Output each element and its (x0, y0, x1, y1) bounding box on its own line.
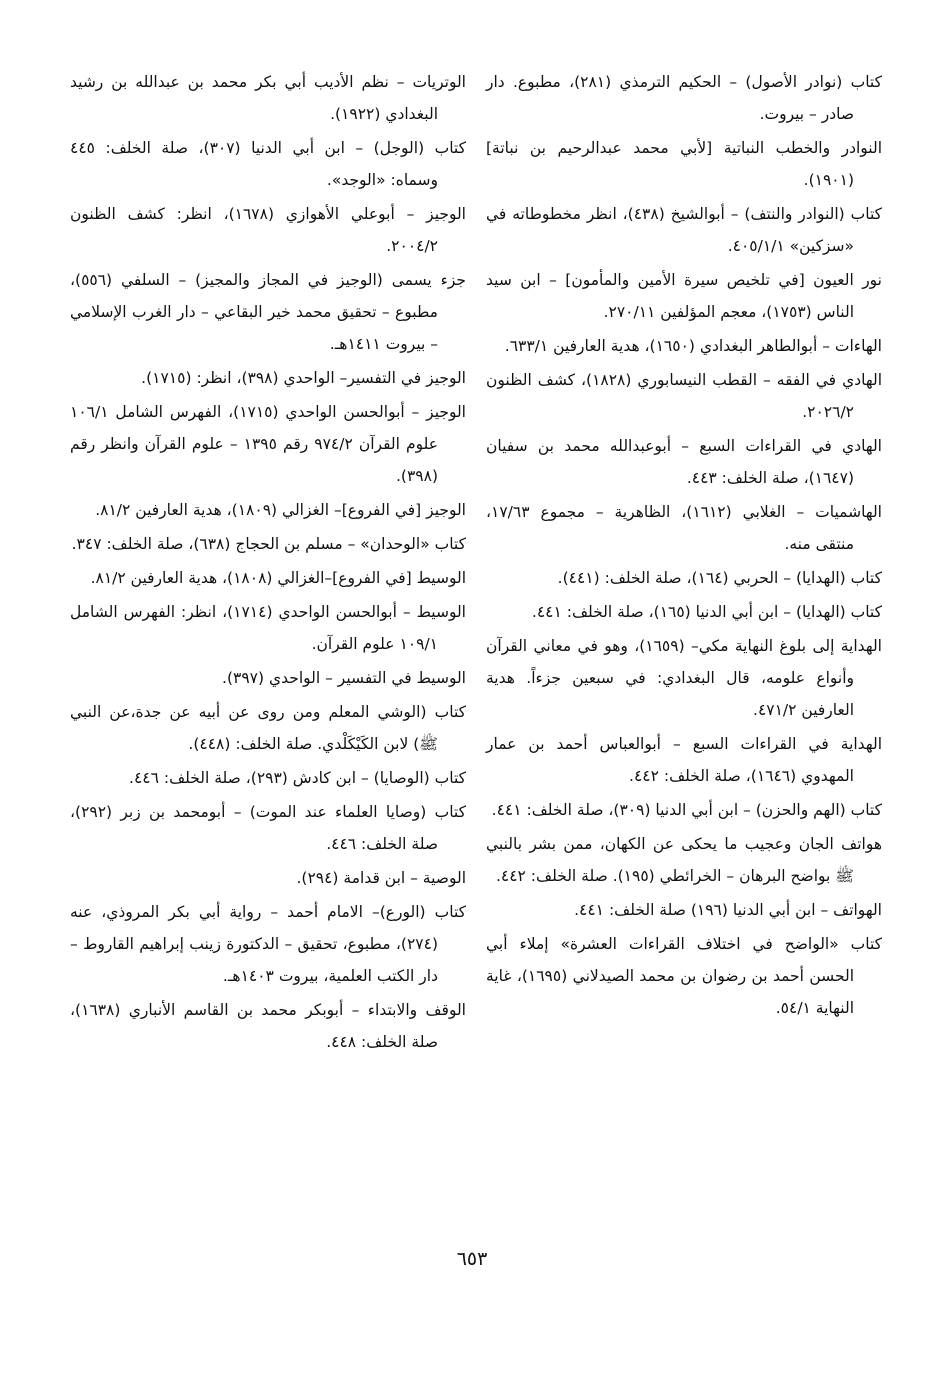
bibliography-entry: جزء يسمى (الوجيز في المجاز والمجيز) – السلفي (٥٥٦)، مطبوع – تحقيق محمد خير البقاعي – دار الغرب الإسلامي – بيروت ١٤١١هـ. (70, 271, 466, 353)
bibliography-entry: الهداية إلى بلوغ النهاية مكي– (١٦٥٩)، وهو في معاني القرآن وأنواع علومه، قال البغدادي: في سبعين جزءاً. هدية العارفين ٤٧١/٢. (486, 637, 882, 719)
bibliography-entry: الوجيز في التفسير– الواحدي (٣٩٨)، انظر: (١٧١٥). (141, 369, 466, 387)
bibliography-entry: الوسيط – أبوالحسن الواحدي (١٧١٤)، انظر: الفهرس الشامل ١٠٩/١ علوم القرآن. (70, 603, 466, 653)
bibliography-entry: الوجيز – أبوعلي الأهوازي (١٦٧٨)، انظر: كشف الظنون ٢٠٠٤/٢. (70, 205, 466, 255)
page-body (70, 66, 882, 1246)
bibliography-entry: الوسيط في التفسير – الواحدي (٣٩٧). (222, 669, 466, 687)
bibliography-entry: الهاءات – أبوالطاهر البغدادي (١٦٥٠)، هدية العارفين ٦٣٣/١. (504, 337, 882, 355)
bibliography-entry: كتاب (نوادر الأصول) – الحكيم الترمذي (٢٨١)، مطبوع. دار صادر – بيروت. (486, 73, 882, 123)
bibliography-entry: الهاشميات – الغلابي (١٦١٢)، الظاهرية – مجموع ١٧/٦٣، منتقى منه. (486, 503, 882, 553)
bibliography-entry: كتاب (الهم والحزن) – ابن أبي الدنيا (٣٠٩)، صلة الخلف: ٤٤١. (491, 801, 882, 819)
bibliography-entry: الهواتف – ابن أبي الدنيا (١٩٦) صلة الخلف: ٤٤١. (574, 901, 882, 919)
bibliography-entry: كتاب «الواضح في اختلاف القراءات العشرة» إملاء أبي الحسن أحمد بن رضوان بن محمد الصيدلاني (١٦٩٥)، غاية النهاية ٥٤/١. (486, 935, 882, 1017)
bibliography-entry: الهادي في القراءات السبع – أبوعبدالله محمد بن سفيان (١٦٤٧)، صلة الخلف: ٤٤٣. (486, 437, 882, 487)
bibliography-entry: الوسيط [في الفروع]–الغزالي (١٨٠٨)، هدية العارفين ٨١/٢. (90, 569, 466, 587)
bibliography-entry: كتاب (الوجل) – ابن أبي الدنيا (٣٠٧)، صلة الخلف: ٤٤٥ وسماه: «الوجد». (70, 139, 466, 189)
bibliography-entry: هواتف الجان وعجيب ما يحكى عن الكهان، ممن بشر بالنبي ﷺ بواضح البرهان – الخرائطي (١٩٥). صلة الخلف: ٤٤٢. (486, 835, 882, 885)
bibliography-entry: الوقف والابتداء – أبوبكر محمد بن القاسم الأنباري (١٦٣٨)، صلة الخلف: ٤٤٨. (70, 1001, 466, 1051)
bibliography-entry: كتاب (الورع)– الامام أحمد – رواية أبي بكر المروذي، عنه (٢٧٤)، مطبوع، تحقيق – الدكتورة زينب إبراهيم القاروط – دار الكتب العلمية، بيروت ١٤٠٣هـ. (70, 903, 466, 985)
bibliography-entry: كتاب (الهدايا) – الحربي (١٦٤)، صلة الخلف: (٤٤١). (557, 569, 882, 587)
bibliography-entry: كتاب (الوصايا) – ابن كادش (٢٩٣)، صلة الخلف: ٤٤٦. (129, 769, 466, 787)
bibliography-entry: كتاب (وصايا العلماء عند الموت) – أبومحمد بن زبر (٢٩٢)، صلة الخلف: ٤٤٦. (70, 803, 466, 853)
bibliography-entry: الوتريات – نظم الأديب أبي بكر محمد بن عبدالله بن رشيد البغدادي (١٩٢٢). (70, 73, 466, 123)
bibliography-entry: الوصية – ابن قدامة (٢٩٤). (296, 869, 466, 887)
bibliography-entry: كتاب (النوادر والنتف) – أبوالشيخ (٤٣٨)، انظر مخطوطاته في «سزكين» ٤٠٥/١/١. (486, 205, 883, 255)
bibliography-entry: النوادر والخطب النباتية [لأبي محمد عبدالرحيم بن نباتة] (١٩٠١). (486, 139, 882, 189)
right-column (486, 66, 882, 1246)
page-number: ٦٥٣ (456, 1248, 488, 1270)
bibliography-entry: الهادي في الفقه – القطب النيسابوري (١٨٢٨)، كشف الظنون ٢٠٢٦/٢. (486, 371, 882, 421)
bibliography-entry: نور العيون [في تلخيص سيرة الأمين والمأمون] – ابن سيد الناس (١٧٥٣)، معجم المؤلفين ٢٧٠/١١. (486, 271, 882, 321)
bibliography-entry: كتاب (الهدايا) – ابن أبي الدنيا (١٦٥)، صلة الخلف: ٤٤١. (531, 603, 882, 621)
bibliography-entry: الوجيز – أبوالحسن الواحدي (١٧١٥)، الفهرس الشامل ١٠٦/١ علوم القرآن ٩٧٤/٢ رقم ١٣٩٥ – علوم القرآن وانظر رقم (٣٩٨). (70, 403, 466, 485)
bibliography-entry: الهداية في القراءات السبع – أبوالعباس أحمد بن عمار المهدوي (١٦٤٦)، صلة الخلف: ٤٤٢. (486, 735, 882, 785)
bibliography-entry: الوجيز [في الفروع]– الغزالي (١٨٠٩)، هدية العارفين ٨١/٢. (95, 501, 466, 519)
bibliography-entry: كتاب «الوحدان» – مسلم بن الحجاج (٦٣٨)، صلة الخلف: ٣٤٧. (71, 535, 466, 553)
bibliography-entry: كتاب (الوشي المعلم ومن روى عن أبيه عن جدة،عن النبي ﷺ) لابن الكَيْكَلْدي. صلة الخلف: (٤٤٨). (70, 703, 466, 753)
left-column (70, 66, 466, 1246)
